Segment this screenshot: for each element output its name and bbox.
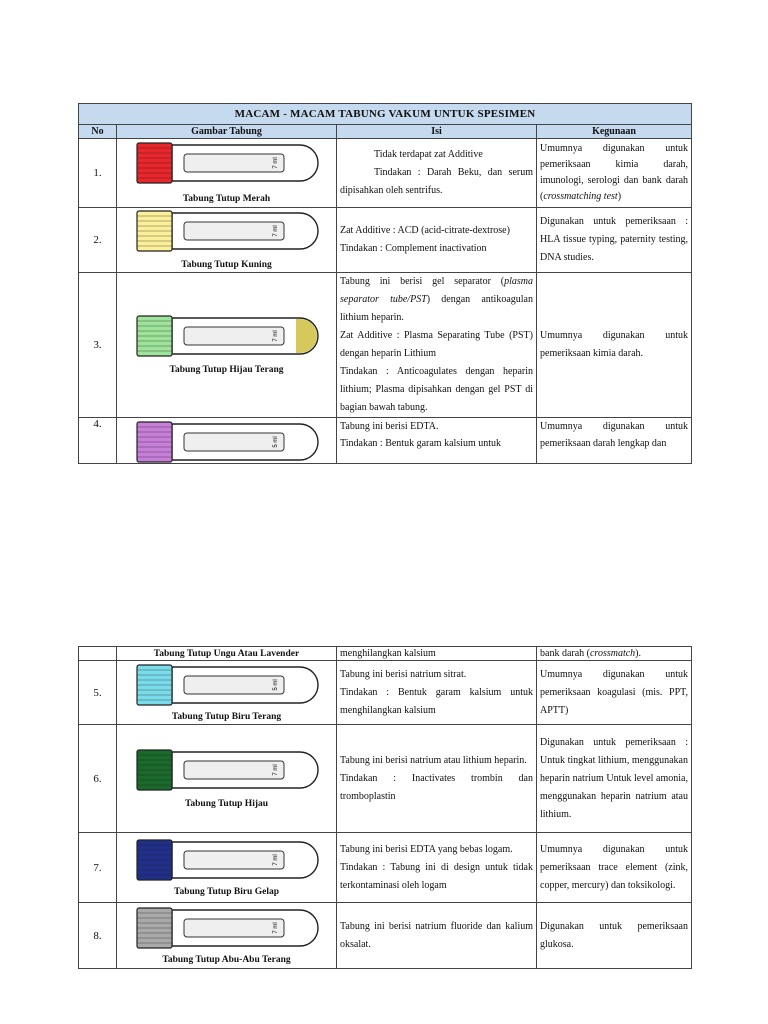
tube-name: Tabung Tutup Kuning: [181, 260, 272, 270]
table-row: [79, 833, 692, 903]
row-number: 3.: [79, 273, 117, 418]
header-no: No: [79, 125, 117, 139]
tube-drawing: [134, 664, 320, 706]
isi-cell: [337, 725, 537, 833]
table-row: [79, 418, 692, 464]
tube-drawing: [134, 315, 320, 357]
tube-volume: 7 ml: [272, 853, 279, 866]
kegunaan-text: Umumnya digunakan untuk pemeriksaan kimia darah, imunologi, serologi dan bank darah (: [540, 143, 689, 202]
table-row: [79, 661, 692, 725]
tube-drawing: [134, 142, 320, 184]
tube-name: Tabung Tutup Hijau: [184, 798, 269, 809]
tube-drawing: [134, 749, 320, 791]
isi-line: Zat Additive : Plasma Separating Tube (PST) dengan heparin Lithium: [340, 330, 533, 359]
row-number: 2.: [79, 208, 117, 273]
tube-name: Tabung Tutup Biru Gelap: [173, 886, 279, 897]
gray-cap-tube-icon: [134, 907, 320, 949]
tube-label: [184, 676, 284, 694]
tube-volume: 7 ml: [272, 921, 279, 934]
isi-line: Tindakan : Bentuk garam kalsium untuk: [340, 438, 502, 449]
row-number: 5.: [79, 661, 117, 725]
isi-line: [340, 273, 533, 327]
kegunaan-emphasis: crossmatching test: [543, 191, 618, 202]
isi-line: Tabung ini berisi EDTA.: [340, 421, 439, 432]
header-kegunaan: Kegunaan: [537, 125, 692, 139]
tube-label: [184, 154, 284, 172]
tube-volume: 7 ml: [272, 157, 279, 169]
isi-line: Tindakan : Anticoagulates dengan heparin lithium; Plasma dipisahkan dengan gel PST di bagian bawah tabung.: [340, 366, 533, 413]
table-header-row: [79, 125, 692, 139]
tube-image-cell: [117, 833, 337, 903]
isi-cell: [337, 273, 537, 418]
tube-drawing: [134, 421, 320, 463]
row-number: 7.: [79, 833, 117, 903]
isi-line: Zat Additive : ACD (acid-citrate-dextrose): [340, 225, 510, 236]
isi-line: Tindakan : Darah Beku, dan serum dipisahkan oleh sentrifus.: [340, 167, 533, 196]
yellow-cap-tube-icon: [134, 210, 320, 252]
tube-drawing: [134, 210, 320, 252]
tube-volume: 5 ml: [272, 436, 279, 448]
kegunaan-cell: Umumnya digunakan untuk pemeriksaan darah lengkap dan: [537, 418, 692, 464]
isi-line: Tabung ini berisi EDTA yang bebas logam.: [340, 843, 513, 855]
isi-text: Tabung ini berisi gel separator (: [340, 276, 505, 287]
isi-line: Tindakan : Inactivates trombin dan tromboplastin: [340, 772, 533, 802]
isi-cell: [337, 418, 537, 464]
table-row: [79, 208, 692, 273]
tube-image-cell: [117, 903, 337, 969]
kegunaan-text-end: ).: [635, 648, 642, 659]
kegunaan-emphasis: crossmatch: [589, 648, 636, 659]
isi-cell: [337, 833, 537, 903]
kegunaan-cell: Umumnya digunakan untuk pemeriksaan trace element (zink, copper, mercury) dan toksikologi.: [537, 833, 692, 903]
kegunaan-text-end: ): [617, 191, 622, 202]
table-row: [79, 273, 692, 418]
dark-blue-cap-tube-icon: [134, 839, 320, 881]
row-number: 4.: [79, 418, 117, 464]
tube-name: Tabung Tutup Biru Terang: [171, 711, 282, 722]
tube-label: [184, 222, 284, 240]
header-isi: Isi: [337, 125, 537, 139]
isi-cell: [337, 208, 537, 273]
tube-volume: 7 ml: [272, 763, 279, 776]
tube-image-cell: [117, 139, 337, 208]
kegunaan-text: bank darah (: [540, 648, 590, 659]
isi-line: Tindakan : Tabung ini di design untuk tidak terkontaminasi oleh logam: [340, 861, 533, 891]
isi-emphasis: plasma separator tube/PST: [340, 276, 533, 305]
isi-cell: Tabung ini berisi natrium fluoride dan kalium oksalat.: [337, 903, 537, 969]
kegunaan-cell: [537, 647, 692, 661]
kegunaan-cell: Digunakan untuk pemeriksaan glukosa.: [537, 903, 692, 969]
tube-image-cell: [117, 418, 337, 464]
specimen-tube-table-part-2: [78, 646, 692, 969]
kegunaan-cell: Umumnya digunakan untuk pemeriksaan koagulasi (mis. PPT, APTT): [537, 661, 692, 725]
tube-volume: 7 ml: [272, 330, 279, 342]
light-green-cap-tube-icon: [134, 315, 320, 357]
table-row-continued: [79, 647, 692, 661]
specimen-tube-table-part-1: [78, 103, 692, 464]
isi-line: Tindakan : Complement inactivation: [340, 243, 487, 254]
kegunaan-cell: Umumnya digunakan untuk pemeriksaan kimia darah.: [537, 273, 692, 418]
red-cap-tube-icon: [134, 142, 320, 184]
isi-line: Tabung ini berisi natrium sitrat.: [340, 668, 467, 680]
kegunaan-cell: [537, 139, 692, 208]
tube-name: Tabung Tutup Abu-Abu Terang: [162, 954, 291, 965]
tube-label: [184, 433, 284, 451]
table-row: [79, 725, 692, 833]
kegunaan-cell: Digunakan untuk pemeriksaan : HLA tissue typing, paternity testing, DNA studies.: [537, 208, 692, 273]
isi-cell: [337, 661, 537, 725]
isi-cell: [337, 139, 537, 208]
tube-label: [184, 851, 284, 869]
isi-line: Tindakan : Bentuk garam kalsium untuk menghilangkan kalsium: [340, 686, 533, 716]
row-number-empty: [79, 647, 117, 661]
isi-line: Tabung ini berisi natrium atau lithium heparin.: [340, 754, 527, 766]
kegunaan-cell: Digunakan untuk pemeriksaan : Untuk tingkat lithium, menggunakan heparin natrium Untuk level amonia, menggunakan heparin natrium atau lithium.: [537, 725, 692, 833]
row-number: 6.: [79, 725, 117, 833]
row-number: 8.: [79, 903, 117, 969]
tube-image-cell: [117, 273, 337, 418]
table-row: [79, 139, 692, 208]
isi-line: Tidak terdapat zat Additive: [374, 149, 483, 160]
tube-drawing: [134, 839, 320, 881]
tube-label: [184, 761, 284, 779]
tube-volume: 7 ml: [272, 225, 279, 237]
table-row: [79, 903, 692, 969]
tube-name: Tabung Tutup Ungu Atau Lavender: [117, 647, 337, 661]
tube-image-cell: [117, 661, 337, 725]
tube-volume: 5 ml: [272, 678, 279, 691]
table-title: MACAM - MACAM TABUNG VAKUM UNTUK SPESIMEN: [79, 104, 692, 125]
isi-text-end: ) dengan antikoagulan lithium heparin.: [340, 294, 533, 323]
isi-cell: menghilangkan kalsium: [337, 647, 537, 661]
green-cap-tube-icon: [134, 749, 320, 791]
lavender-cap-tube-icon: [134, 421, 320, 463]
tube-name: Tabung Tutup Merah: [182, 194, 271, 204]
row-number: 1.: [79, 139, 117, 208]
tube-name: Tabung Tutup Hijau Terang: [169, 365, 284, 375]
tube-image-cell: [117, 725, 337, 833]
table-title-row: [79, 104, 692, 125]
tube-drawing: [134, 907, 320, 949]
tube-label: [184, 919, 284, 937]
light-blue-cap-tube-icon: [134, 664, 320, 706]
header-gambar: Gambar Tabung: [117, 125, 337, 139]
tube-image-cell: [117, 208, 337, 273]
tube-label: [184, 327, 284, 345]
